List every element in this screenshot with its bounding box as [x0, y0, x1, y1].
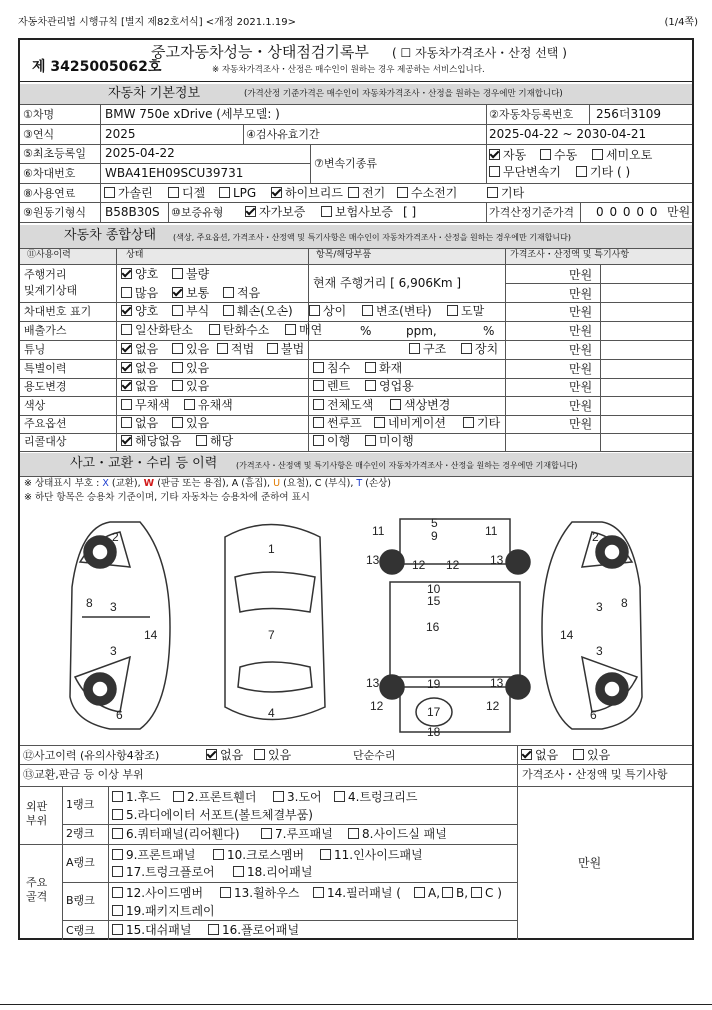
price-options: 만원: [569, 417, 593, 431]
price-mileage-1: 만원: [569, 268, 593, 282]
color-change[interactable]: 색상변경: [390, 399, 450, 411]
diag-top-7: 7: [268, 628, 275, 642]
label-recall: 리콜대상: [24, 435, 67, 448]
diag-top-4: 4: [268, 706, 275, 720]
legend-symbols: ※ 상태표시 부호 : X (교환), W (판금 또는 용접), A (흠집), U (요철), C (부식), T (손상): [24, 478, 392, 489]
diag-frame-12d: 12: [486, 699, 500, 713]
status-header-note: (색상, 주요옵션, 가격조사・산정액 및 특기사항은 매수인이 자동차가격조사・산정을 원하는 경우에만 기재합니다): [173, 233, 571, 242]
option-sunroof[interactable]: 썬루프: [313, 417, 362, 429]
mileage-many[interactable]: 많음: [121, 287, 158, 299]
label-year: ③연식: [23, 128, 55, 141]
label-warranty: ⑩보증유형: [171, 206, 224, 219]
part-package-tray[interactable]: 19.패키지트레이: [112, 905, 215, 917]
plate-damage[interactable]: 훼손(오손): [223, 305, 293, 317]
use-rent[interactable]: 렌트: [313, 380, 350, 392]
part-dash-panel[interactable]: 15.대쉬패널: [112, 924, 191, 936]
simple-none[interactable]: 없음: [521, 749, 558, 761]
part-wheel-house[interactable]: 13.휠하우스: [220, 887, 299, 899]
part-door[interactable]: 3.도어: [273, 791, 322, 803]
special-flood[interactable]: 침수: [313, 362, 350, 374]
rank-b: B랭크: [66, 894, 95, 907]
label-tuning: 튜닝: [24, 343, 46, 356]
tuning-none[interactable]: 없음: [121, 343, 158, 355]
label-first-reg: ⑤최초등록일: [23, 147, 86, 160]
rank-2: 2랭크: [66, 827, 95, 840]
diag-frame-11b: 11: [485, 524, 498, 538]
price-use: 만원: [569, 380, 593, 394]
diag-right-3b: 3: [596, 644, 603, 658]
label-gas: 배출가스: [24, 324, 67, 337]
part-front-fender[interactable]: 2.프론트휀더: [173, 791, 256, 803]
diag-frame-15: 15: [427, 594, 441, 608]
diag-left-6: 6: [116, 708, 123, 722]
label-options: 주요옵션: [24, 417, 67, 430]
label-base-price: 가격산정기준가격: [489, 206, 575, 219]
basic-header: 자동차 기본정보: [108, 86, 201, 101]
pillar-a[interactable]: A,: [414, 887, 440, 899]
base-price-unit: 만원: [667, 205, 691, 219]
diag-frame-9: 9: [431, 529, 438, 543]
color-full-paint[interactable]: 전체도색: [313, 399, 373, 411]
base-price: 0 0 0 0 0: [596, 205, 659, 219]
label-inner: 주요골격: [26, 876, 48, 903]
part-roof-panel[interactable]: 7.루프패널: [261, 828, 333, 840]
part-front-panel[interactable]: 9.프론트패널: [112, 849, 195, 861]
car-top-body: [225, 525, 325, 720]
frame-wheel-rl: [380, 675, 404, 699]
part-quarter-panel[interactable]: 6.쿼터패널(리어휀다): [112, 828, 240, 840]
diag-left-2: 2: [112, 530, 119, 544]
frame-wheel-rr: [506, 675, 530, 699]
label-mileage-2: 및계기상태: [24, 284, 78, 297]
frame-center-section: [390, 582, 520, 677]
status-header: 자동차 종합상태: [64, 228, 157, 243]
vehicle-diagram: [20, 507, 692, 742]
trans-cvt[interactable]: 무단변속기: [489, 166, 561, 178]
part-rear-panel[interactable]: 18.리어패널: [233, 866, 312, 878]
accident-yes[interactable]: 있음: [254, 749, 291, 761]
option-other[interactable]: 기타: [463, 417, 500, 429]
fuel-lpg[interactable]: LPG: [219, 187, 256, 199]
trans-semi[interactable]: 세미오토: [592, 149, 652, 161]
label-special: 특별이력: [24, 362, 67, 375]
option-nav[interactable]: 네비게이션: [374, 417, 446, 429]
plate-diff[interactable]: 상이: [309, 305, 346, 317]
meter-bad[interactable]: 불량: [172, 268, 209, 280]
frame-wheel-fr: [506, 550, 530, 574]
diag-frame-19: 19: [427, 677, 441, 691]
current-mileage: 현재 주행거리 [ 6,906Km ]: [313, 276, 462, 290]
diag-frame-11a: 11: [372, 524, 385, 538]
part-side-member[interactable]: 12.사이드멤버: [112, 887, 203, 899]
accident-none[interactable]: 없음: [206, 749, 243, 761]
gas-smoke[interactable]: 매연: [285, 324, 322, 336]
label-valid: ④검사유효기간: [246, 128, 320, 141]
rank-1: 1랭크: [66, 798, 95, 811]
fuel-other[interactable]: 기타: [487, 187, 524, 199]
label-vin: ⑥차대번호: [23, 167, 76, 180]
simple-yes[interactable]: 있음: [573, 749, 610, 761]
warranty-self[interactable]: 자가보증: [245, 206, 305, 218]
trans-other[interactable]: 기타 ( ): [576, 166, 630, 178]
diag-right-14: 14: [560, 628, 574, 642]
label-fuel: ⑧사용연료: [23, 187, 76, 200]
col-item: 항목/해당부품: [316, 250, 372, 260]
diag-left-14: 14: [144, 628, 158, 642]
pillar-b[interactable]: B,: [442, 887, 468, 899]
gas-pct-2: %: [483, 324, 495, 338]
doc-number: 제 3425005062호: [32, 59, 162, 75]
price-tuning: 만원: [569, 343, 593, 357]
mileage-few[interactable]: 적음: [223, 287, 260, 299]
legend-note: ※ 하단 항목은 승용차 기준이며, 기타 자동차는 승용차에 준하여 표시: [24, 492, 310, 503]
use-business[interactable]: 영업용: [365, 380, 414, 392]
fuel-gasoline[interactable]: 가솔린: [104, 187, 153, 199]
label-accident-history: ⑫사고이력 (유의사항4참조): [23, 749, 160, 762]
vin: WBA41EH09SCU39731: [105, 166, 244, 180]
price-option[interactable]: ( ☐ 자동차가격조사・산정 선택 ): [392, 46, 567, 60]
special-none[interactable]: 없음: [121, 362, 158, 374]
label-color: 색상: [24, 399, 46, 412]
valid-period: 2025-04-22 ~ 2030-04-21: [489, 127, 647, 141]
plate-corrosion[interactable]: 부식: [172, 305, 209, 317]
rank-a: A랭크: [66, 856, 95, 869]
diag-right-8: 8: [621, 596, 628, 610]
recall-applies[interactable]: 해당: [196, 435, 233, 447]
mileage-normal[interactable]: 보통: [172, 287, 209, 299]
label-engine: ⑨원동기형식: [23, 206, 86, 219]
engine: B58B30S: [105, 205, 160, 219]
tuning-device[interactable]: 장치: [461, 343, 498, 355]
rank-c: C랭크: [66, 924, 95, 937]
diag-frame-13b: 13: [490, 553, 504, 567]
price-color: 만원: [569, 399, 593, 413]
diag-frame-17: 17: [427, 705, 441, 719]
reg-no: 256더3109: [596, 107, 662, 121]
label-outer: 외판부위: [26, 800, 48, 827]
diag-right-2: 2: [592, 530, 599, 544]
diag-left-8: 8: [86, 596, 93, 610]
label-simple-repair: 단순수리: [353, 749, 396, 762]
use-none[interactable]: 없음: [121, 380, 158, 392]
options-yes[interactable]: 있음: [172, 417, 209, 429]
first-reg: 2025-04-22: [105, 146, 175, 160]
accident-header-note: (가격조사・산정액 및 특기사항은 매수인이 자동차가격조사・산정을 원하는 경우에만 기재합니다): [236, 461, 578, 470]
warranty-bracket: [ ]: [403, 205, 417, 219]
part-pillar-panel[interactable]: 14.필러패널 (: [313, 887, 401, 899]
label-use-change: 용도변경: [24, 380, 67, 393]
label-reg-no: ②자동차등록번호: [489, 108, 574, 121]
exchange-price: 만원: [578, 856, 602, 870]
page-number: (1/4쪽): [664, 17, 698, 28]
price-plate: 만원: [569, 305, 593, 319]
plate-altered[interactable]: 변조(변타): [362, 305, 432, 317]
part-floor-panel[interactable]: 16.플로어패널: [208, 924, 299, 936]
options-none[interactable]: 없음: [121, 417, 158, 429]
diag-right-3a: 3: [596, 600, 603, 614]
diag-left-3b: 3: [110, 644, 117, 658]
diag-frame-5: 5: [431, 516, 438, 530]
doc-title: 중고자동차성능・상태점검기록부: [151, 43, 369, 61]
part-hood[interactable]: 1.후드: [112, 791, 161, 803]
diag-left-3a: 3: [110, 600, 117, 614]
law-reference: 자동차관리법 시행규칙 [별지 제82호서식] <개정 2021.1.19>: [18, 17, 296, 28]
warranty-insurer[interactable]: 보험사보증: [321, 206, 393, 218]
price-mileage-2: 만원: [569, 287, 593, 301]
special-yes[interactable]: 있음: [172, 362, 209, 374]
trans-manual[interactable]: 수동: [540, 149, 577, 161]
fuel-electric[interactable]: 전기: [348, 187, 385, 199]
fuel-hybrid[interactable]: 하이브리드: [271, 187, 343, 199]
part-radiator-support[interactable]: 5.라디에이터 서포트(볼트체결부품): [112, 809, 313, 821]
gas-ppm: ppm,: [406, 324, 437, 338]
special-fire[interactable]: 화재: [365, 362, 402, 374]
color-chromatic[interactable]: 유채색: [184, 399, 233, 411]
car-top-windows: [235, 572, 315, 692]
meter-good[interactable]: 양호: [121, 268, 158, 280]
diag-frame-10: 10: [427, 582, 441, 596]
label-transmission: ⑦변속기종류: [314, 157, 377, 170]
fuel-diesel[interactable]: 디젤: [168, 187, 205, 199]
col-price: 가격조사・산정액 및 특기사항: [510, 250, 630, 260]
part-trunk-lid[interactable]: 4.트렁크리드: [334, 791, 417, 803]
diag-frame-12b: 12: [446, 558, 460, 572]
tuning-illegal[interactable]: 불법: [267, 343, 304, 355]
gas-hc[interactable]: 탄화수소: [209, 324, 269, 336]
price-gas: 만원: [569, 324, 593, 338]
col-state: 상태: [126, 250, 144, 260]
col-history: ⑪사용이력: [27, 250, 71, 260]
year: 2025: [105, 127, 136, 141]
diag-frame-13d: 13: [490, 676, 504, 690]
part-inside-panel[interactable]: 11.인사이드패널: [320, 849, 423, 861]
fuel-hydrogen[interactable]: 수소전기: [397, 187, 457, 199]
diag-right-6: 6: [590, 708, 597, 722]
tuning-legal[interactable]: 적법: [217, 343, 254, 355]
part-cross-member[interactable]: 10.크로스멤버: [213, 849, 304, 861]
accident-header: 사고・교환・수리 등 이력: [70, 456, 218, 471]
recall-na[interactable]: 해당없음: [121, 435, 181, 447]
label-exchange-price: 가격조사・산정액 및 특기사항: [522, 768, 668, 781]
gas-pct-1: %: [360, 324, 372, 338]
doc-note: ※ 자동차가격조사・산정은 매수인이 원하는 경우 제공하는 서비스입니다.: [212, 65, 485, 75]
diag-top-1: 1: [268, 542, 275, 556]
label-mileage-1: 주행거리: [24, 268, 67, 281]
trans-auto[interactable]: 자동: [489, 149, 526, 161]
use-yes[interactable]: 있음: [172, 380, 209, 392]
plate-good[interactable]: 양호: [121, 305, 158, 317]
pillar-c[interactable]: C ): [471, 887, 502, 899]
basic-header-note: (가격산정 기준가격은 매수인이 자동차가격조사・산정을 원하는 경우에만 기재합니다): [244, 89, 563, 99]
diag-frame-18: 18: [427, 725, 441, 739]
car-name: BMW 750e xDrive (세부모델: ): [105, 107, 280, 121]
tuning-structure[interactable]: 구조: [409, 343, 446, 355]
frame-wheel-fl: [380, 550, 404, 574]
diag-frame-12a: 12: [412, 558, 426, 572]
part-side-sill[interactable]: 8.사이드실 패널: [348, 828, 447, 840]
tuning-yes[interactable]: 있음: [172, 343, 209, 355]
part-trunk-floor[interactable]: 17.트렁크플로어: [112, 866, 215, 878]
color-achromatic[interactable]: 무채색: [121, 399, 170, 411]
label-car-name: ①차명: [23, 108, 55, 121]
diag-frame-12c: 12: [370, 699, 384, 713]
diag-frame-13c: 13: [366, 676, 380, 690]
gas-co[interactable]: 일산화탄소: [121, 324, 193, 336]
diag-frame-16: 16: [426, 620, 440, 634]
recall-not-done[interactable]: 미이행: [365, 435, 414, 447]
label-exchange: ⑬교환,판금 등 이상 부위: [23, 768, 144, 781]
plate-painted[interactable]: 도말: [447, 305, 484, 317]
diag-frame-13a: 13: [366, 553, 380, 567]
label-plate: 차대번호 표기: [24, 305, 92, 318]
price-special: 만원: [569, 362, 593, 376]
recall-done[interactable]: 이행: [313, 435, 350, 447]
